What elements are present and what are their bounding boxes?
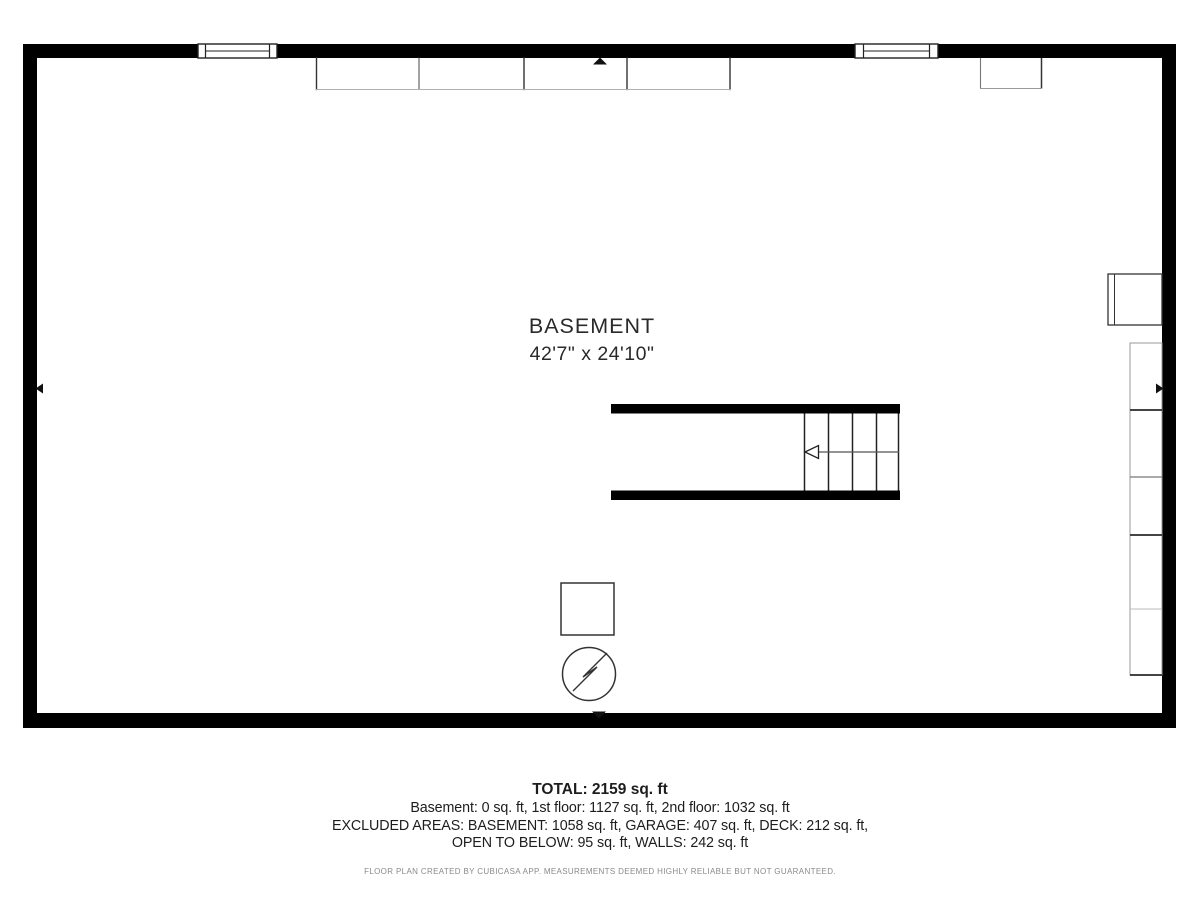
disclaimer-text: FLOOR PLAN CREATED BY CUBICASA APP. MEASUREMENTS DEEMED HIGHLY RELIABLE BUT NOT GUARANTEED. [364,867,836,876]
marker-arrow-north-icon [593,58,607,65]
electrical-meter-icon [563,648,616,701]
excluded-areas-text: EXCLUDED AREAS: BASEMENT: 1058 sq. ft, GARAGE: 407 sq. ft, DECK: 212 sq. ft, [332,817,868,834]
total-area-text: TOTAL: 2159 sq. ft [532,781,668,798]
cabinet-row-outline [316,58,730,90]
wall-left [23,44,37,728]
wall-right [1162,44,1176,728]
wall-top [23,44,1176,58]
room-dimensions: 42'7" x 24'10" [529,343,655,365]
right-wall-shelving [1130,343,1162,675]
staircase [611,404,900,500]
window-icon-top-right [855,44,938,58]
room-label: BASEMENT [528,314,656,338]
utility-square-fixture [561,583,614,635]
right-wall-fixture [1108,274,1162,325]
floor-areas-text: Basement: 0 sq. ft, 1st floor: 1127 sq. ft, 2nd floor: 1032 sq. ft [410,800,790,816]
cabinet-box-top-right [980,58,1042,89]
excluded-areas-text-2: OPEN TO BELOW: 95 sq. ft, WALLS: 242 sq. ft [451,835,749,851]
window-icon-top-left [198,44,277,58]
area-summary [0,780,1200,853]
